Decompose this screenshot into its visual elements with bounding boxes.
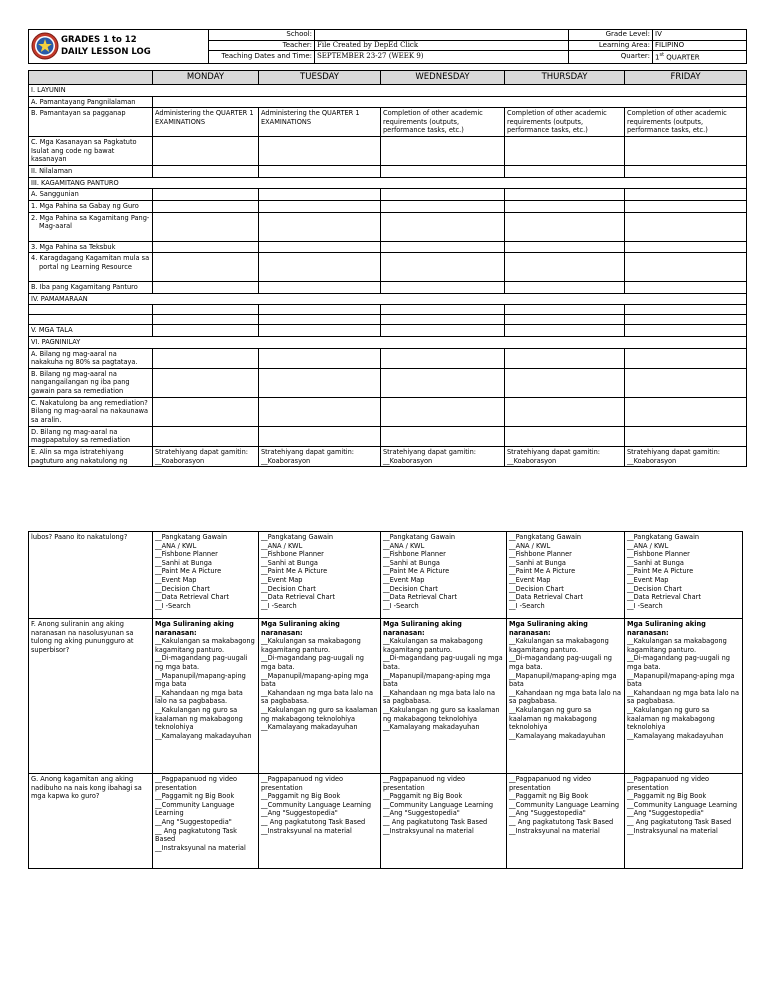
cell bbox=[625, 253, 747, 282]
strategy-item: __Data Retrieval Chart bbox=[383, 593, 457, 602]
material-item: __Pagpapanuod ng video presentation bbox=[383, 775, 466, 792]
cell bbox=[29, 315, 153, 325]
row-d: D. Bilang ng mag-aaral na magpapatuloy sa remediation bbox=[29, 426, 153, 446]
strategy-heading: Stratehiyang dapat gamitin: bbox=[507, 447, 601, 456]
cell bbox=[625, 241, 747, 253]
cell bbox=[259, 212, 381, 241]
cell bbox=[625, 137, 747, 166]
strategy-item: __Fishbone Planner bbox=[509, 550, 572, 559]
strategy-item: __Event Map bbox=[383, 575, 425, 584]
material-item: __Paggamit ng Big Book bbox=[509, 792, 589, 801]
day-tuesday: TUESDAY bbox=[259, 71, 381, 85]
row-teksbuk: 3. Mga Pahina sa Teksbuk bbox=[29, 241, 153, 253]
material-item: __Pagpapanuod ng video presentation bbox=[509, 775, 592, 792]
problem-item: __Kakulangan sa makabagong kagamitang panturo. bbox=[383, 637, 483, 654]
problem-item: __Kakulangan sa makabagong kagamitang panturo. bbox=[509, 637, 609, 654]
cell bbox=[505, 137, 625, 166]
cell bbox=[625, 397, 747, 426]
strategy-item: __Paint Me A Picture bbox=[261, 567, 328, 576]
cell bbox=[153, 282, 259, 294]
cell bbox=[625, 305, 747, 315]
problem-item: __Kamalayang makadayuhan bbox=[155, 731, 252, 740]
kagamitang-line1: 2. Mga Pahina sa Kagamitang Pang- bbox=[31, 213, 150, 222]
cell bbox=[259, 282, 381, 294]
pagganap-tuesday: Administering the QUARTER 1 EXAMINATIONS bbox=[259, 108, 381, 137]
karagdagang-line2: portal ng Learning Resource bbox=[39, 262, 132, 271]
material-item: __Ang "Suggestopedia" bbox=[509, 809, 586, 818]
pagganap-thursday: Completion of other academic requirements (outputs, performance tasks, etc.) bbox=[505, 108, 625, 137]
material-item: __ Ang pagkatutong Task Based bbox=[261, 817, 366, 826]
material-item: __Instraksyunal na material bbox=[155, 843, 246, 852]
cell bbox=[625, 348, 747, 368]
strategy-list-wednesday bbox=[381, 532, 507, 619]
cell bbox=[381, 426, 505, 446]
row-pamamaraan: IV. PAMAMARAAN bbox=[29, 293, 747, 305]
cell bbox=[259, 348, 381, 368]
material-item: __Pagpapanuod ng video presentation bbox=[155, 775, 238, 792]
problem-item: __Kahandaan ng mga bata lalo na sa pagbabasa. bbox=[155, 688, 243, 706]
strategy-list-friday bbox=[625, 532, 743, 619]
row-nilalaman: II. Nilalaman bbox=[29, 166, 153, 178]
strategy-list-tuesday bbox=[259, 532, 381, 619]
cell bbox=[381, 325, 505, 337]
cell bbox=[505, 315, 625, 325]
teacher-label: Teacher: bbox=[209, 40, 315, 51]
cell bbox=[381, 189, 505, 201]
day-thursday: THURSDAY bbox=[505, 71, 625, 85]
strategy-list-thursday bbox=[507, 532, 625, 619]
problems-thursday bbox=[507, 619, 625, 774]
material-item: __Community Language Learning bbox=[509, 800, 620, 809]
pagganap-wednesday: Completion of other academic requirements (outputs, performance tasks, etc.) bbox=[381, 108, 505, 137]
material-item: __Community Language Learning bbox=[383, 800, 494, 809]
strategy-item: __Pangkatang Gawain bbox=[383, 533, 456, 541]
cell-pangnilalaman bbox=[153, 96, 747, 108]
material-item: __Ang "Suggestopedia" bbox=[383, 809, 460, 818]
problem-item: __Di-magandang pag-uugali ng mga bata. bbox=[509, 654, 612, 671]
problem-item: __Kakulangan ng guro sa kaalaman ng makabagong teknolohiya bbox=[155, 705, 243, 732]
problem-item: __Kamalayang makadayuhan bbox=[261, 723, 358, 732]
strategy-item: __Fishbone Planner bbox=[155, 550, 218, 559]
row-kasanayan: C. Mga Kasanayan sa Pagkatuto Isulat ang code ng bawat kasanayan bbox=[29, 137, 153, 166]
material-item: __Ang "Suggestopedia" bbox=[627, 809, 704, 818]
cell bbox=[259, 426, 381, 446]
pagganap-monday: Administering the QUARTER 1 EXAMINATIONS bbox=[153, 108, 259, 137]
materials-friday bbox=[625, 774, 743, 869]
cell bbox=[505, 368, 625, 397]
materials-monday bbox=[153, 774, 259, 869]
cell bbox=[259, 166, 381, 178]
cell bbox=[625, 426, 747, 446]
problem-item: __Mapanupil/mapang-aping mga bata bbox=[627, 671, 735, 689]
problem-item: __Di-magandang pag-uugali ng mga bata. bbox=[261, 654, 364, 671]
problem-item: __Kahandaan ng mga bata lalo na sa pagbabasa. bbox=[627, 688, 739, 706]
strategy-heading: Stratehiyang dapat gamitin: bbox=[627, 447, 721, 456]
strategy-first: __Koaborasyon bbox=[507, 456, 557, 465]
row-g: G. Anong kagamitan ang aking nadibuho na nais kong ibahagi sa mga kapwa ko guro? bbox=[29, 774, 153, 869]
quarter-label: Quarter: bbox=[569, 51, 653, 64]
material-item: __Pagpapanuod ng video presentation bbox=[627, 775, 710, 792]
cell bbox=[505, 166, 625, 178]
problems-wednesday bbox=[381, 619, 507, 774]
materials-tuesday bbox=[259, 774, 381, 869]
title-line2: DAILY LESSON LOG bbox=[61, 47, 151, 58]
cell bbox=[153, 368, 259, 397]
problem-item: __Kahandaan ng mga bata lalo na sa pagbabasa. bbox=[383, 688, 495, 706]
cell bbox=[625, 200, 747, 212]
cell bbox=[381, 305, 505, 315]
cell bbox=[259, 189, 381, 201]
problems-heading: Mga Suliraning aking naranasan: bbox=[155, 620, 234, 637]
problem-item: __Mapanupil/mapang-aping mga bata bbox=[383, 671, 491, 689]
material-item: __Ang "Suggestopedia" bbox=[155, 817, 232, 826]
teacher-value: File Created by DepEd Click bbox=[315, 40, 569, 51]
problem-item: __Kamalayang makadayuhan bbox=[383, 723, 480, 732]
material-item: __Instraksyunal na material bbox=[383, 826, 474, 835]
cell bbox=[381, 282, 505, 294]
corner-cell bbox=[29, 71, 153, 85]
strategy-first: __Koaborasyon bbox=[627, 456, 677, 465]
cell bbox=[153, 212, 259, 241]
strategy-item: __Pangkatang Gawain bbox=[261, 533, 334, 541]
problem-item: __Kakulangan sa makabagong kagamitang panturo. bbox=[627, 637, 727, 654]
strategy-item: __I -Search bbox=[627, 601, 663, 610]
cell bbox=[259, 368, 381, 397]
cell bbox=[153, 200, 259, 212]
strategy-item: __Fishbone Planner bbox=[383, 550, 446, 559]
row-kagamitang-panturo: III. KAGAMITANG PANTURO bbox=[29, 177, 747, 189]
cell bbox=[259, 241, 381, 253]
material-item: __Pagpapanuod ng video presentation bbox=[261, 775, 344, 792]
strategy-item: __Pangkatang Gawain bbox=[627, 533, 700, 541]
cell bbox=[153, 315, 259, 325]
row-pamantayan-sa-pagganap: B. Pamantayan sa pagganap bbox=[29, 108, 153, 137]
cell bbox=[381, 253, 505, 282]
cell bbox=[259, 397, 381, 426]
problem-item: __Kakulangan ng guro sa kaalaman ng makabagong teknolohiya bbox=[627, 705, 715, 732]
title-line1: GRADES 1 to 12 bbox=[61, 35, 137, 46]
material-item: __Instraksyunal na material bbox=[509, 826, 600, 835]
cell bbox=[259, 315, 381, 325]
cell bbox=[381, 212, 505, 241]
strategy-item: __I -Search bbox=[509, 601, 545, 610]
strategy-item: __Sanhi at Bunga bbox=[155, 558, 212, 567]
row-mga-tala: V. MGA TALA bbox=[29, 325, 153, 337]
material-item: __Paggamit ng Big Book bbox=[261, 792, 341, 801]
strategy-item: __Decision Chart bbox=[155, 584, 210, 593]
strategy-item: __Data Retrieval Chart bbox=[627, 593, 701, 602]
cell bbox=[153, 426, 259, 446]
kagamitang-line2: Mag-aaral bbox=[39, 222, 72, 231]
material-item: __ Ang pagkatutong Task Based bbox=[383, 817, 488, 826]
cell bbox=[625, 315, 747, 325]
cell bbox=[625, 282, 747, 294]
grade-value: IV bbox=[653, 30, 747, 41]
strategy-item: __Data Retrieval Chart bbox=[509, 593, 583, 602]
material-item: __Community Language Learning bbox=[261, 800, 372, 809]
strategy-item: __Decision Chart bbox=[509, 584, 564, 593]
strategy-item: __Sanhi at Bunga bbox=[383, 558, 440, 567]
problem-item: __Kamalayang makadayuhan bbox=[509, 731, 606, 740]
material-item: __Ang "Suggestopedia" bbox=[261, 809, 338, 818]
row-c: C. Nakatulong ba ang remediation? Bilang ng mag-aaral na nakaunawa sa aralin. bbox=[29, 397, 153, 426]
cell bbox=[381, 368, 505, 397]
row-pamantayang-pangnilalaman: A. Pamantayang Pangnilalaman bbox=[29, 96, 153, 108]
strategy-item: __Data Retrieval Chart bbox=[261, 593, 335, 602]
cell bbox=[29, 305, 153, 315]
strategy-item: __Event Map bbox=[509, 575, 551, 584]
cell bbox=[153, 397, 259, 426]
cell bbox=[381, 137, 505, 166]
pagganap-friday: Completion of other academic requirements (outputs, performance tasks, etc.) bbox=[625, 108, 747, 137]
quarter-num: 1 bbox=[655, 53, 660, 62]
problem-item: __Kakulangan ng guro sa kaalaman ng makabagong teknolohiya bbox=[509, 705, 597, 732]
cell bbox=[625, 368, 747, 397]
strategy-friday bbox=[625, 446, 747, 466]
material-item: __Paggamit ng Big Book bbox=[155, 792, 235, 801]
problem-item: __Kakulangan ng guro sa kaalaman ng makabagong teknolohiya bbox=[261, 705, 378, 723]
row-e-cont: lubos? Paano ito nakatulong? bbox=[29, 532, 153, 619]
strategy-item: __Sanhi at Bunga bbox=[627, 558, 684, 567]
strategy-item: __Decision Chart bbox=[383, 584, 438, 593]
row-pagninilay: VI. PAGNINILAY bbox=[29, 336, 747, 348]
strategy-item: __Sanhi at Bunga bbox=[261, 558, 318, 567]
strategy-item: __Sanhi at Bunga bbox=[509, 558, 566, 567]
cell bbox=[259, 305, 381, 315]
material-item: __Paggamit ng Big Book bbox=[627, 792, 707, 801]
cell bbox=[153, 253, 259, 282]
strategy-wednesday bbox=[381, 446, 505, 466]
strategy-item: __Fishbone Planner bbox=[627, 550, 690, 559]
material-item: __Community Language Learning bbox=[627, 800, 738, 809]
material-item: __ Ang pagkatutong Task Based bbox=[627, 817, 732, 826]
row-gabay: 1. Mga Pahina sa Gabay ng Guro bbox=[29, 200, 153, 212]
problem-item: __Di-magandang pag-uugali ng mga bata. bbox=[383, 654, 503, 671]
school-label: School: bbox=[209, 30, 315, 41]
material-item: __Instraksyunal na material bbox=[627, 826, 718, 835]
dates-label: Teaching Dates and Time: bbox=[209, 51, 315, 64]
karagdagang-line1: 4. Karagdagang Kagamitan mula sa bbox=[31, 254, 150, 263]
quarter-sup: st bbox=[659, 52, 665, 58]
row-f: F. Anong suliranin ang aking naranasan na nasolusyunan sa tulong ng aking punungguro at superbisor? bbox=[29, 619, 153, 774]
header-table bbox=[28, 29, 747, 64]
quarter-text: QUARTER bbox=[664, 53, 700, 62]
strategy-first: __Koaborasyon bbox=[155, 456, 205, 465]
problem-item: __Kahandaan ng mga bata lalo na sa pagbabasa. bbox=[509, 688, 621, 706]
strategy-item: __Paint Me A Picture bbox=[383, 567, 450, 576]
cell bbox=[153, 348, 259, 368]
cell bbox=[381, 241, 505, 253]
row-iba-pang: B. Iba pang Kagamitang Panturo bbox=[29, 282, 153, 294]
problem-item: __Kakulangan sa makabagong kagamitang panturo. bbox=[155, 637, 255, 654]
row-b: B. Bilang ng mag-aaral na nangangailangan ng iba pang gawain para sa remediation bbox=[29, 368, 153, 397]
cell bbox=[381, 348, 505, 368]
materials-wednesday bbox=[381, 774, 507, 869]
strategy-item: __Pangkatang Gawain bbox=[509, 533, 582, 541]
day-wednesday: WEDNESDAY bbox=[381, 71, 505, 85]
problem-item: __Di-magandang pag-uugali ng mga bata. bbox=[155, 654, 248, 671]
strategy-item: __Event Map bbox=[261, 575, 303, 584]
cell bbox=[505, 241, 625, 253]
problem-item: __Kakulangan sa makabagong kagamitang panturo. bbox=[261, 637, 361, 654]
dates-value: SEPTEMBER 23-27 (WEEK 9) bbox=[315, 51, 569, 64]
row-a: A. Bilang ng mag-aaral na nakakuha ng 80% sa pagtataya. bbox=[29, 348, 153, 368]
material-item: __ Ang pagkatutong Task Based bbox=[155, 826, 237, 844]
strategy-item: __Data Retrieval Chart bbox=[155, 593, 229, 602]
cell bbox=[259, 137, 381, 166]
problem-item: __Mapanupil/mapang-aping mga bata bbox=[509, 671, 617, 689]
strategy-item: __ANA / KWL bbox=[627, 541, 669, 550]
problems-monday bbox=[153, 619, 259, 774]
cell bbox=[259, 200, 381, 212]
strategy-item: __Fishbone Planner bbox=[261, 550, 324, 559]
strategy-item: __ANA / KWL bbox=[261, 541, 303, 550]
strategy-tuesday bbox=[259, 446, 381, 466]
school-value bbox=[315, 30, 569, 41]
strategy-item: __Decision Chart bbox=[261, 584, 316, 593]
strategy-item: __Paint Me A Picture bbox=[155, 567, 222, 576]
problems-heading: Mga Suliraning aking naranasan: bbox=[627, 620, 706, 637]
lesson-log-table-cont bbox=[28, 531, 743, 869]
cell bbox=[625, 189, 747, 201]
cell bbox=[381, 397, 505, 426]
problems-friday bbox=[625, 619, 743, 774]
row-sanggunian: A. Sanggunian bbox=[29, 189, 153, 201]
materials-thursday bbox=[507, 774, 625, 869]
cell bbox=[381, 166, 505, 178]
day-friday: FRIDAY bbox=[625, 71, 747, 85]
strategy-item: __Event Map bbox=[155, 575, 197, 584]
problem-item: __Kakulangan ng guro sa kaalaman ng makabagong teknolohiya bbox=[383, 705, 500, 723]
cell bbox=[153, 137, 259, 166]
cell bbox=[259, 325, 381, 337]
material-item: __Instraksyunal na material bbox=[261, 826, 352, 835]
cell bbox=[259, 253, 381, 282]
cell bbox=[381, 315, 505, 325]
cell bbox=[505, 397, 625, 426]
cell bbox=[505, 282, 625, 294]
cell bbox=[505, 325, 625, 337]
strategy-item: __Paint Me A Picture bbox=[509, 567, 576, 576]
strategy-item: __Paint Me A Picture bbox=[627, 567, 694, 576]
strategy-item: __Pangkatang Gawain bbox=[155, 533, 228, 541]
problem-item: __Kamalayang makadayuhan bbox=[627, 731, 724, 740]
cell bbox=[505, 305, 625, 315]
strategy-item: __I -Search bbox=[383, 601, 419, 610]
cell bbox=[625, 212, 747, 241]
strategy-item: __I -Search bbox=[155, 601, 191, 610]
cell bbox=[153, 189, 259, 201]
row-layunin: I. LAYUNIN bbox=[29, 85, 747, 97]
row-karagdagang bbox=[29, 253, 153, 282]
material-item: __Community Language Learning bbox=[155, 800, 235, 818]
problem-item: __Mapanupil/mapang-aping mga bata bbox=[261, 671, 369, 689]
strategy-first: __Koaborasyon bbox=[261, 456, 311, 465]
cell bbox=[505, 253, 625, 282]
material-item: __ Ang pagkatutong Task Based bbox=[509, 817, 614, 826]
problem-item: __Di-magandang pag-uugali ng mga bata. bbox=[627, 654, 730, 671]
strategy-item: __ANA / KWL bbox=[509, 541, 551, 550]
cell bbox=[381, 200, 505, 212]
cell bbox=[505, 426, 625, 446]
header-logo-cell bbox=[29, 30, 209, 64]
strategy-heading: Stratehiyang dapat gamitin: bbox=[261, 447, 355, 456]
cell bbox=[505, 189, 625, 201]
problem-item: __Mapanupil/mapang-aping mga bata bbox=[155, 671, 246, 689]
strategy-item: __Event Map bbox=[627, 575, 669, 584]
strategy-item: __Decision Chart bbox=[627, 584, 682, 593]
cell bbox=[505, 200, 625, 212]
area-label: Learning Area: bbox=[569, 40, 653, 51]
cell bbox=[153, 166, 259, 178]
cell bbox=[153, 325, 259, 337]
problem-item: __Kahandaan ng mga bata lalo na sa pagbabasa. bbox=[261, 688, 373, 706]
deped-seal-icon bbox=[31, 32, 59, 60]
cell bbox=[625, 325, 747, 337]
lesson-log-table bbox=[28, 70, 747, 467]
strategy-list-monday bbox=[153, 532, 259, 619]
cell bbox=[153, 305, 259, 315]
strategy-heading: Stratehiyang dapat gamitin: bbox=[383, 447, 477, 456]
problems-heading: Mga Suliraning aking naranasan: bbox=[261, 620, 340, 637]
cell bbox=[505, 212, 625, 241]
problems-heading: Mga Suliraning aking naranasan: bbox=[383, 620, 462, 637]
row-e: E. Alin sa mga istratehiyang pagtuturo ang nakatulong ng bbox=[29, 446, 153, 466]
strategy-heading: Stratehiyang dapat gamitin: bbox=[155, 447, 249, 456]
cell bbox=[505, 348, 625, 368]
cell bbox=[153, 241, 259, 253]
grade-label: Grade Level: bbox=[569, 30, 653, 41]
strategy-item: __I -Search bbox=[261, 601, 297, 610]
problems-heading: Mga Suliraning aking naranasan: bbox=[509, 620, 588, 637]
strategy-first: __Koaborasyon bbox=[383, 456, 433, 465]
day-monday: MONDAY bbox=[153, 71, 259, 85]
row-kagamitang-pang bbox=[29, 212, 153, 241]
strategy-monday bbox=[153, 446, 259, 466]
strategy-item: __ANA / KWL bbox=[383, 541, 425, 550]
strategy-thursday bbox=[505, 446, 625, 466]
area-value: FILIPINO bbox=[653, 40, 747, 51]
material-item: __Paggamit ng Big Book bbox=[383, 792, 463, 801]
cell bbox=[625, 166, 747, 178]
strategy-item: __ANA / KWL bbox=[155, 541, 197, 550]
problems-tuesday bbox=[259, 619, 381, 774]
quarter-value bbox=[653, 51, 747, 64]
